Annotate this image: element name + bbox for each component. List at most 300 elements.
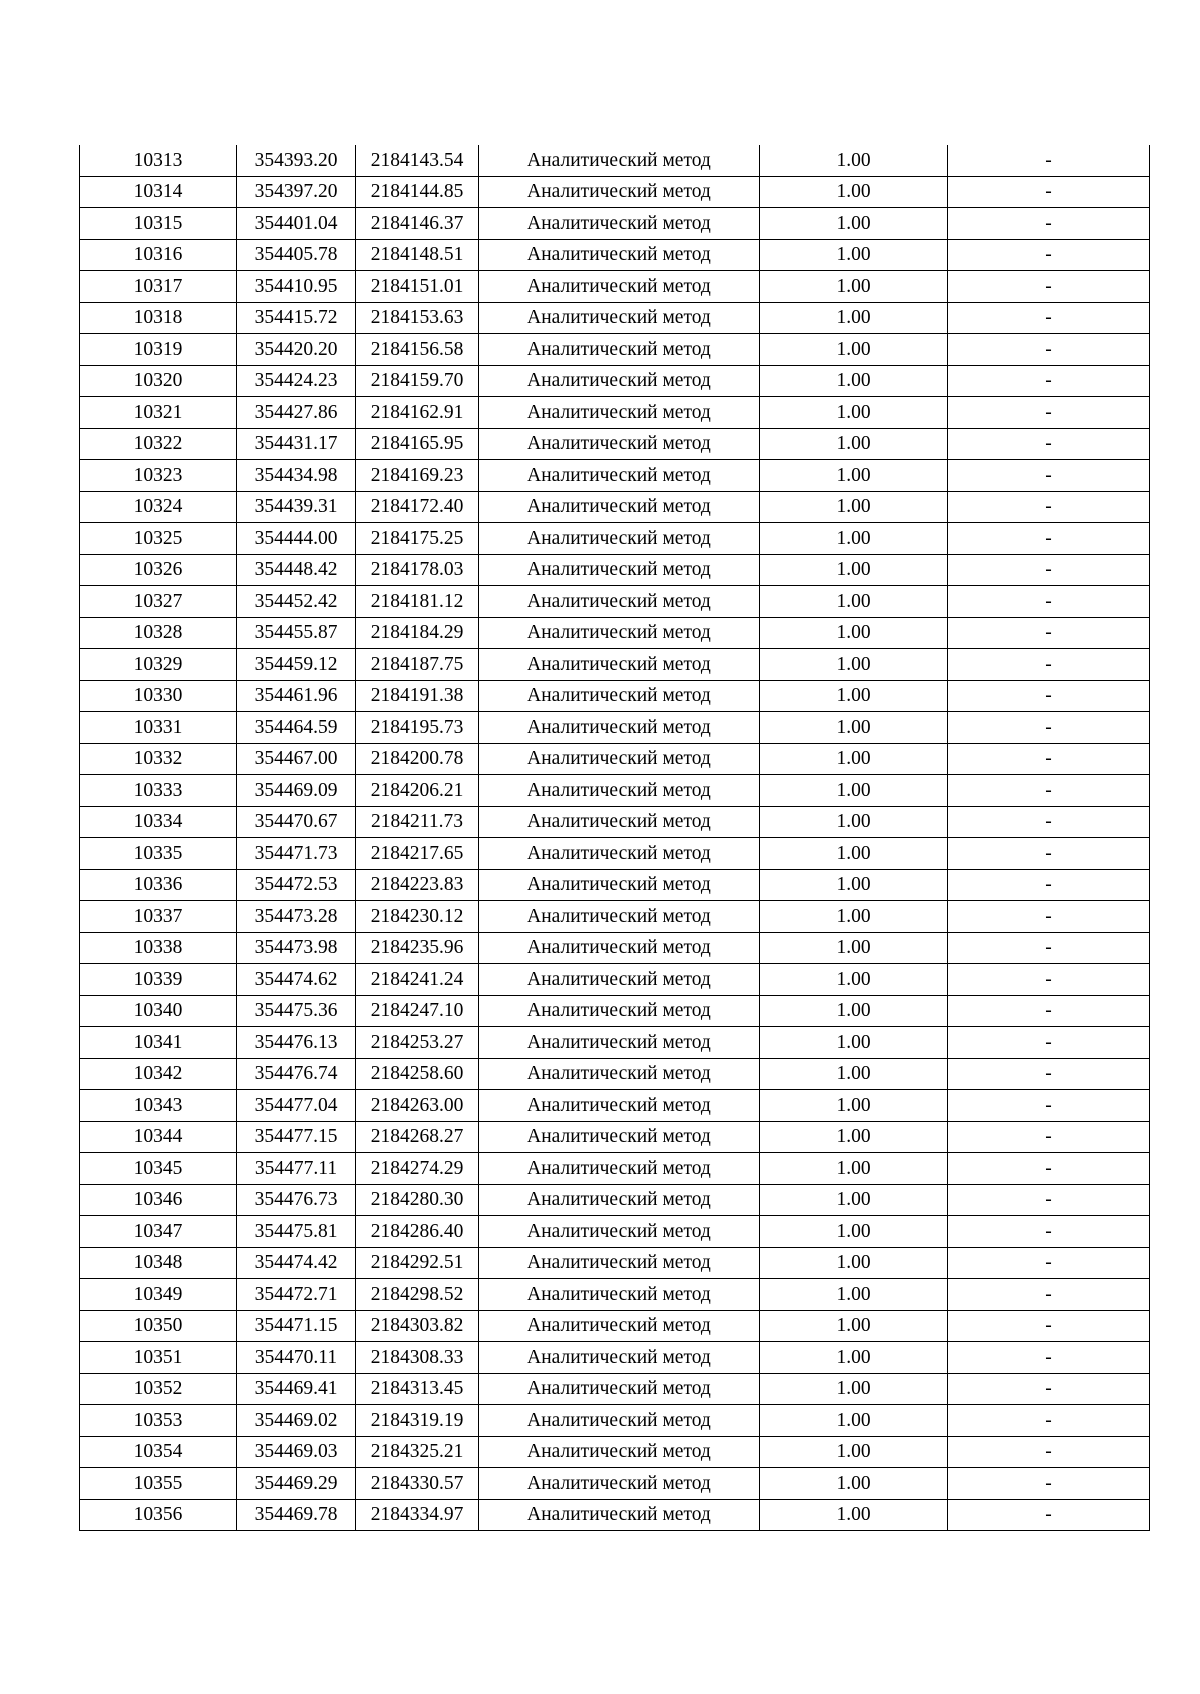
- point-number-cell: 10345: [80, 1153, 237, 1185]
- table-row: [80, 932, 1150, 964]
- point-number-cell: 10339: [80, 964, 237, 996]
- table-row: [80, 775, 1150, 807]
- method-cell: Аналитический метод: [479, 334, 760, 366]
- method-cell: Аналитический метод: [479, 365, 760, 397]
- y-coordinate-cell: 2184241.24: [356, 964, 479, 996]
- x-coordinate-cell: 354415.72: [237, 302, 356, 334]
- x-coordinate-cell: 354472.71: [237, 1279, 356, 1311]
- table-row: [80, 491, 1150, 523]
- point-number-cell: 10329: [80, 649, 237, 681]
- accuracy-cell: 1.00: [760, 428, 948, 460]
- accuracy-cell: 1.00: [760, 995, 948, 1027]
- y-coordinate-cell: 2184165.95: [356, 428, 479, 460]
- method-cell: Аналитический метод: [479, 491, 760, 523]
- y-coordinate-cell: 2184153.63: [356, 302, 479, 334]
- note-cell: -: [948, 1310, 1150, 1342]
- method-cell: Аналитический метод: [479, 428, 760, 460]
- y-coordinate-cell: 2184325.21: [356, 1436, 479, 1468]
- point-number-cell: 10323: [80, 460, 237, 492]
- method-cell: Аналитический метод: [479, 838, 760, 870]
- note-cell: -: [948, 1279, 1150, 1311]
- note-cell: -: [948, 1184, 1150, 1216]
- note-cell: -: [948, 554, 1150, 586]
- point-number-cell: 10335: [80, 838, 237, 870]
- y-coordinate-cell: 2184274.29: [356, 1153, 479, 1185]
- method-cell: Аналитический метод: [479, 680, 760, 712]
- x-coordinate-cell: 354459.12: [237, 649, 356, 681]
- table-row: [80, 1184, 1150, 1216]
- table-row: [80, 1058, 1150, 1090]
- y-coordinate-cell: 2184184.29: [356, 617, 479, 649]
- x-coordinate-cell: 354477.11: [237, 1153, 356, 1185]
- y-coordinate-cell: 2184330.57: [356, 1468, 479, 1500]
- note-cell: -: [948, 932, 1150, 964]
- point-number-cell: 10337: [80, 901, 237, 933]
- x-coordinate-cell: 354476.13: [237, 1027, 356, 1059]
- accuracy-cell: 1.00: [760, 964, 948, 996]
- accuracy-cell: 1.00: [760, 1436, 948, 1468]
- table-row: [80, 586, 1150, 618]
- y-coordinate-cell: 2184195.73: [356, 712, 479, 744]
- point-number-cell: 10356: [80, 1499, 237, 1531]
- x-coordinate-cell: 354452.42: [237, 586, 356, 618]
- point-number-cell: 10326: [80, 554, 237, 586]
- method-cell: Аналитический метод: [479, 775, 760, 807]
- y-coordinate-cell: 2184175.25: [356, 523, 479, 555]
- method-cell: Аналитический метод: [479, 1468, 760, 1500]
- x-coordinate-cell: 354455.87: [237, 617, 356, 649]
- accuracy-cell: 1.00: [760, 491, 948, 523]
- y-coordinate-cell: 2184253.27: [356, 1027, 479, 1059]
- y-coordinate-cell: 2184334.97: [356, 1499, 479, 1531]
- point-number-cell: 10313: [80, 145, 237, 176]
- point-number-cell: 10355: [80, 1468, 237, 1500]
- table-row: [80, 1405, 1150, 1437]
- method-cell: Аналитический метод: [479, 1310, 760, 1342]
- point-number-cell: 10342: [80, 1058, 237, 1090]
- table-row: [80, 428, 1150, 460]
- point-number-cell: 10332: [80, 743, 237, 775]
- method-cell: Аналитический метод: [479, 176, 760, 208]
- note-cell: -: [948, 460, 1150, 492]
- table-row: [80, 1279, 1150, 1311]
- method-cell: Аналитический метод: [479, 1090, 760, 1122]
- y-coordinate-cell: 2184178.03: [356, 554, 479, 586]
- point-number-cell: 10324: [80, 491, 237, 523]
- method-cell: Аналитический метод: [479, 649, 760, 681]
- table-row: [80, 365, 1150, 397]
- y-coordinate-cell: 2184298.52: [356, 1279, 479, 1311]
- point-number-cell: 10349: [80, 1279, 237, 1311]
- y-coordinate-cell: 2184286.40: [356, 1216, 479, 1248]
- table-row: [80, 743, 1150, 775]
- y-coordinate-cell: 2184235.96: [356, 932, 479, 964]
- accuracy-cell: 1.00: [760, 239, 948, 271]
- y-coordinate-cell: 2184319.19: [356, 1405, 479, 1437]
- note-cell: -: [948, 1436, 1150, 1468]
- method-cell: Аналитический метод: [479, 1121, 760, 1153]
- table-row: [80, 239, 1150, 271]
- x-coordinate-cell: 354469.29: [237, 1468, 356, 1500]
- point-number-cell: 10322: [80, 428, 237, 460]
- note-cell: -: [948, 743, 1150, 775]
- note-cell: -: [948, 239, 1150, 271]
- x-coordinate-cell: 354476.74: [237, 1058, 356, 1090]
- note-cell: -: [948, 176, 1150, 208]
- y-coordinate-cell: 2184292.51: [356, 1247, 479, 1279]
- point-number-cell: 10328: [80, 617, 237, 649]
- method-cell: Аналитический метод: [479, 901, 760, 933]
- table-row: [80, 1153, 1150, 1185]
- y-coordinate-cell: 2184181.12: [356, 586, 479, 618]
- accuracy-cell: 1.00: [760, 1153, 948, 1185]
- method-cell: Аналитический метод: [479, 743, 760, 775]
- accuracy-cell: 1.00: [760, 1216, 948, 1248]
- accuracy-cell: 1.00: [760, 1405, 948, 1437]
- y-coordinate-cell: 2184187.75: [356, 649, 479, 681]
- accuracy-cell: 1.00: [760, 1121, 948, 1153]
- accuracy-cell: 1.00: [760, 806, 948, 838]
- x-coordinate-cell: 354475.36: [237, 995, 356, 1027]
- accuracy-cell: 1.00: [760, 365, 948, 397]
- y-coordinate-cell: 2184217.65: [356, 838, 479, 870]
- table-row: [80, 397, 1150, 429]
- x-coordinate-cell: 354434.98: [237, 460, 356, 492]
- method-cell: Аналитический метод: [479, 1153, 760, 1185]
- x-coordinate-cell: 354475.81: [237, 1216, 356, 1248]
- y-coordinate-cell: 2184148.51: [356, 239, 479, 271]
- table-row: [80, 1342, 1150, 1374]
- point-number-cell: 10336: [80, 869, 237, 901]
- y-coordinate-cell: 2184206.21: [356, 775, 479, 807]
- note-cell: -: [948, 491, 1150, 523]
- accuracy-cell: 1.00: [760, 145, 948, 176]
- table-row: [80, 901, 1150, 933]
- x-coordinate-cell: 354444.00: [237, 523, 356, 555]
- table-row: [80, 806, 1150, 838]
- x-coordinate-cell: 354469.09: [237, 775, 356, 807]
- method-cell: Аналитический метод: [479, 145, 760, 176]
- method-cell: Аналитический метод: [479, 712, 760, 744]
- note-cell: -: [948, 428, 1150, 460]
- x-coordinate-cell: 354473.98: [237, 932, 356, 964]
- x-coordinate-cell: 354410.95: [237, 271, 356, 303]
- point-number-cell: 10325: [80, 523, 237, 555]
- method-cell: Аналитический метод: [479, 208, 760, 240]
- note-cell: -: [948, 208, 1150, 240]
- point-number-cell: 10352: [80, 1373, 237, 1405]
- table-row: [80, 869, 1150, 901]
- note-cell: -: [948, 302, 1150, 334]
- method-cell: Аналитический метод: [479, 271, 760, 303]
- accuracy-cell: 1.00: [760, 1247, 948, 1279]
- note-cell: -: [948, 145, 1150, 176]
- x-coordinate-cell: 354431.17: [237, 428, 356, 460]
- table-row: [80, 649, 1150, 681]
- y-coordinate-cell: 2184151.01: [356, 271, 479, 303]
- method-cell: Аналитический метод: [479, 523, 760, 555]
- table-row: [80, 1468, 1150, 1500]
- point-number-cell: 10333: [80, 775, 237, 807]
- accuracy-cell: 1.00: [760, 523, 948, 555]
- table-row: [80, 1121, 1150, 1153]
- method-cell: Аналитический метод: [479, 932, 760, 964]
- y-coordinate-cell: 2184169.23: [356, 460, 479, 492]
- method-cell: Аналитический метод: [479, 586, 760, 618]
- x-coordinate-cell: 354470.11: [237, 1342, 356, 1374]
- y-coordinate-cell: 2184144.85: [356, 176, 479, 208]
- note-cell: -: [948, 617, 1150, 649]
- x-coordinate-cell: 354420.20: [237, 334, 356, 366]
- point-number-cell: 10348: [80, 1247, 237, 1279]
- x-coordinate-cell: 354405.78: [237, 239, 356, 271]
- note-cell: -: [948, 365, 1150, 397]
- x-coordinate-cell: 354424.23: [237, 365, 356, 397]
- x-coordinate-cell: 354472.53: [237, 869, 356, 901]
- y-coordinate-cell: 2184247.10: [356, 995, 479, 1027]
- table-row: [80, 1373, 1150, 1405]
- note-cell: -: [948, 995, 1150, 1027]
- y-coordinate-cell: 2184143.54: [356, 145, 479, 176]
- x-coordinate-cell: 354469.41: [237, 1373, 356, 1405]
- table-row: [80, 176, 1150, 208]
- point-number-cell: 10315: [80, 208, 237, 240]
- y-coordinate-cell: 2184156.58: [356, 334, 479, 366]
- x-coordinate-cell: 354427.86: [237, 397, 356, 429]
- point-number-cell: 10334: [80, 806, 237, 838]
- y-coordinate-cell: 2184280.30: [356, 1184, 479, 1216]
- table-row: [80, 334, 1150, 366]
- note-cell: -: [948, 649, 1150, 681]
- method-cell: Аналитический метод: [479, 995, 760, 1027]
- accuracy-cell: 1.00: [760, 1499, 948, 1531]
- x-coordinate-cell: 354467.00: [237, 743, 356, 775]
- table-row: [80, 1436, 1150, 1468]
- method-cell: Аналитический метод: [479, 1279, 760, 1311]
- x-coordinate-cell: 354471.73: [237, 838, 356, 870]
- accuracy-cell: 1.00: [760, 775, 948, 807]
- point-number-cell: 10318: [80, 302, 237, 334]
- method-cell: Аналитический метод: [479, 1216, 760, 1248]
- accuracy-cell: 1.00: [760, 1184, 948, 1216]
- point-number-cell: 10327: [80, 586, 237, 618]
- point-number-cell: 10319: [80, 334, 237, 366]
- accuracy-cell: 1.00: [760, 554, 948, 586]
- y-coordinate-cell: 2184258.60: [356, 1058, 479, 1090]
- table-row: [80, 838, 1150, 870]
- note-cell: -: [948, 1058, 1150, 1090]
- method-cell: Аналитический метод: [479, 239, 760, 271]
- accuracy-cell: 1.00: [760, 1058, 948, 1090]
- x-coordinate-cell: 354393.20: [237, 145, 356, 176]
- table-row: [80, 617, 1150, 649]
- x-coordinate-cell: 354473.28: [237, 901, 356, 933]
- accuracy-cell: 1.00: [760, 617, 948, 649]
- table-row: [80, 964, 1150, 996]
- point-number-cell: 10317: [80, 271, 237, 303]
- point-number-cell: 10343: [80, 1090, 237, 1122]
- point-number-cell: 10344: [80, 1121, 237, 1153]
- point-number-cell: 10350: [80, 1310, 237, 1342]
- table-row: [80, 208, 1150, 240]
- note-cell: -: [948, 1405, 1150, 1437]
- accuracy-cell: 1.00: [760, 397, 948, 429]
- method-cell: Аналитический метод: [479, 1373, 760, 1405]
- table-row: [80, 1499, 1150, 1531]
- x-coordinate-cell: 354474.42: [237, 1247, 356, 1279]
- note-cell: -: [948, 1153, 1150, 1185]
- point-number-cell: 10346: [80, 1184, 237, 1216]
- x-coordinate-cell: 354476.73: [237, 1184, 356, 1216]
- note-cell: -: [948, 712, 1150, 744]
- method-cell: Аналитический метод: [479, 1058, 760, 1090]
- accuracy-cell: 1.00: [760, 586, 948, 618]
- point-number-cell: 10340: [80, 995, 237, 1027]
- table-row: [80, 1310, 1150, 1342]
- accuracy-cell: 1.00: [760, 176, 948, 208]
- table-row: [80, 1027, 1150, 1059]
- accuracy-cell: 1.00: [760, 1027, 948, 1059]
- accuracy-cell: 1.00: [760, 712, 948, 744]
- table-row: [80, 1247, 1150, 1279]
- note-cell: -: [948, 1121, 1150, 1153]
- y-coordinate-cell: 2184303.82: [356, 1310, 479, 1342]
- point-number-cell: 10320: [80, 365, 237, 397]
- accuracy-cell: 1.00: [760, 460, 948, 492]
- note-cell: -: [948, 271, 1150, 303]
- method-cell: Аналитический метод: [479, 1405, 760, 1437]
- note-cell: -: [948, 964, 1150, 996]
- note-cell: -: [948, 1090, 1150, 1122]
- x-coordinate-cell: 354469.78: [237, 1499, 356, 1531]
- accuracy-cell: 1.00: [760, 1342, 948, 1374]
- table-row: [80, 712, 1150, 744]
- note-cell: -: [948, 869, 1150, 901]
- method-cell: Аналитический метод: [479, 964, 760, 996]
- method-cell: Аналитический метод: [479, 1184, 760, 1216]
- y-coordinate-cell: 2184162.91: [356, 397, 479, 429]
- note-cell: -: [948, 1027, 1150, 1059]
- x-coordinate-cell: 354397.20: [237, 176, 356, 208]
- note-cell: -: [948, 806, 1150, 838]
- accuracy-cell: 1.00: [760, 1468, 948, 1500]
- accuracy-cell: 1.00: [760, 932, 948, 964]
- x-coordinate-cell: 354469.03: [237, 1436, 356, 1468]
- method-cell: Аналитический метод: [479, 1247, 760, 1279]
- note-cell: -: [948, 1373, 1150, 1405]
- table-row: [80, 1090, 1150, 1122]
- note-cell: -: [948, 901, 1150, 933]
- x-coordinate-cell: 354448.42: [237, 554, 356, 586]
- method-cell: Аналитический метод: [479, 869, 760, 901]
- note-cell: -: [948, 775, 1150, 807]
- y-coordinate-cell: 2184268.27: [356, 1121, 479, 1153]
- table-row: [80, 460, 1150, 492]
- method-cell: Аналитический метод: [479, 1342, 760, 1374]
- table-row: [80, 302, 1150, 334]
- note-cell: -: [948, 1342, 1150, 1374]
- accuracy-cell: 1.00: [760, 334, 948, 366]
- point-number-cell: 10354: [80, 1436, 237, 1468]
- method-cell: Аналитический метод: [479, 460, 760, 492]
- accuracy-cell: 1.00: [760, 649, 948, 681]
- accuracy-cell: 1.00: [760, 743, 948, 775]
- point-number-cell: 10331: [80, 712, 237, 744]
- note-cell: -: [948, 523, 1150, 555]
- table-row: [80, 554, 1150, 586]
- coordinates-table: [79, 145, 1150, 1531]
- point-number-cell: 10351: [80, 1342, 237, 1374]
- x-coordinate-cell: 354477.04: [237, 1090, 356, 1122]
- note-cell: -: [948, 334, 1150, 366]
- x-coordinate-cell: 354439.31: [237, 491, 356, 523]
- point-number-cell: 10321: [80, 397, 237, 429]
- point-number-cell: 10347: [80, 1216, 237, 1248]
- accuracy-cell: 1.00: [760, 901, 948, 933]
- method-cell: Аналитический метод: [479, 806, 760, 838]
- note-cell: -: [948, 680, 1150, 712]
- note-cell: -: [948, 1468, 1150, 1500]
- y-coordinate-cell: 2184230.12: [356, 901, 479, 933]
- table-row: [80, 995, 1150, 1027]
- method-cell: Аналитический метод: [479, 1027, 760, 1059]
- method-cell: Аналитический метод: [479, 617, 760, 649]
- note-cell: -: [948, 1216, 1150, 1248]
- table-row: [80, 145, 1150, 176]
- y-coordinate-cell: 2184211.73: [356, 806, 479, 838]
- method-cell: Аналитический метод: [479, 1436, 760, 1468]
- y-coordinate-cell: 2184223.83: [356, 869, 479, 901]
- x-coordinate-cell: 354477.15: [237, 1121, 356, 1153]
- accuracy-cell: 1.00: [760, 1090, 948, 1122]
- accuracy-cell: 1.00: [760, 869, 948, 901]
- method-cell: Аналитический метод: [479, 554, 760, 586]
- y-coordinate-cell: 2184191.38: [356, 680, 479, 712]
- table-row: [80, 680, 1150, 712]
- point-number-cell: 10316: [80, 239, 237, 271]
- x-coordinate-cell: 354401.04: [237, 208, 356, 240]
- y-coordinate-cell: 2184308.33: [356, 1342, 479, 1374]
- point-number-cell: 10330: [80, 680, 237, 712]
- accuracy-cell: 1.00: [760, 1279, 948, 1311]
- method-cell: Аналитический метод: [479, 302, 760, 334]
- y-coordinate-cell: 2184159.70: [356, 365, 479, 397]
- table-row: [80, 523, 1150, 555]
- y-coordinate-cell: 2184172.40: [356, 491, 479, 523]
- accuracy-cell: 1.00: [760, 208, 948, 240]
- note-cell: -: [948, 838, 1150, 870]
- y-coordinate-cell: 2184263.00: [356, 1090, 479, 1122]
- accuracy-cell: 1.00: [760, 680, 948, 712]
- accuracy-cell: 1.00: [760, 1310, 948, 1342]
- accuracy-cell: 1.00: [760, 302, 948, 334]
- note-cell: -: [948, 397, 1150, 429]
- x-coordinate-cell: 354464.59: [237, 712, 356, 744]
- accuracy-cell: 1.00: [760, 1373, 948, 1405]
- method-cell: Аналитический метод: [479, 397, 760, 429]
- accuracy-cell: 1.00: [760, 838, 948, 870]
- note-cell: -: [948, 1499, 1150, 1531]
- accuracy-cell: 1.00: [760, 271, 948, 303]
- point-number-cell: 10353: [80, 1405, 237, 1437]
- table-row: [80, 1216, 1150, 1248]
- point-number-cell: 10314: [80, 176, 237, 208]
- table-row: [80, 271, 1150, 303]
- y-coordinate-cell: 2184200.78: [356, 743, 479, 775]
- note-cell: -: [948, 1247, 1150, 1279]
- x-coordinate-cell: 354469.02: [237, 1405, 356, 1437]
- x-coordinate-cell: 354461.96: [237, 680, 356, 712]
